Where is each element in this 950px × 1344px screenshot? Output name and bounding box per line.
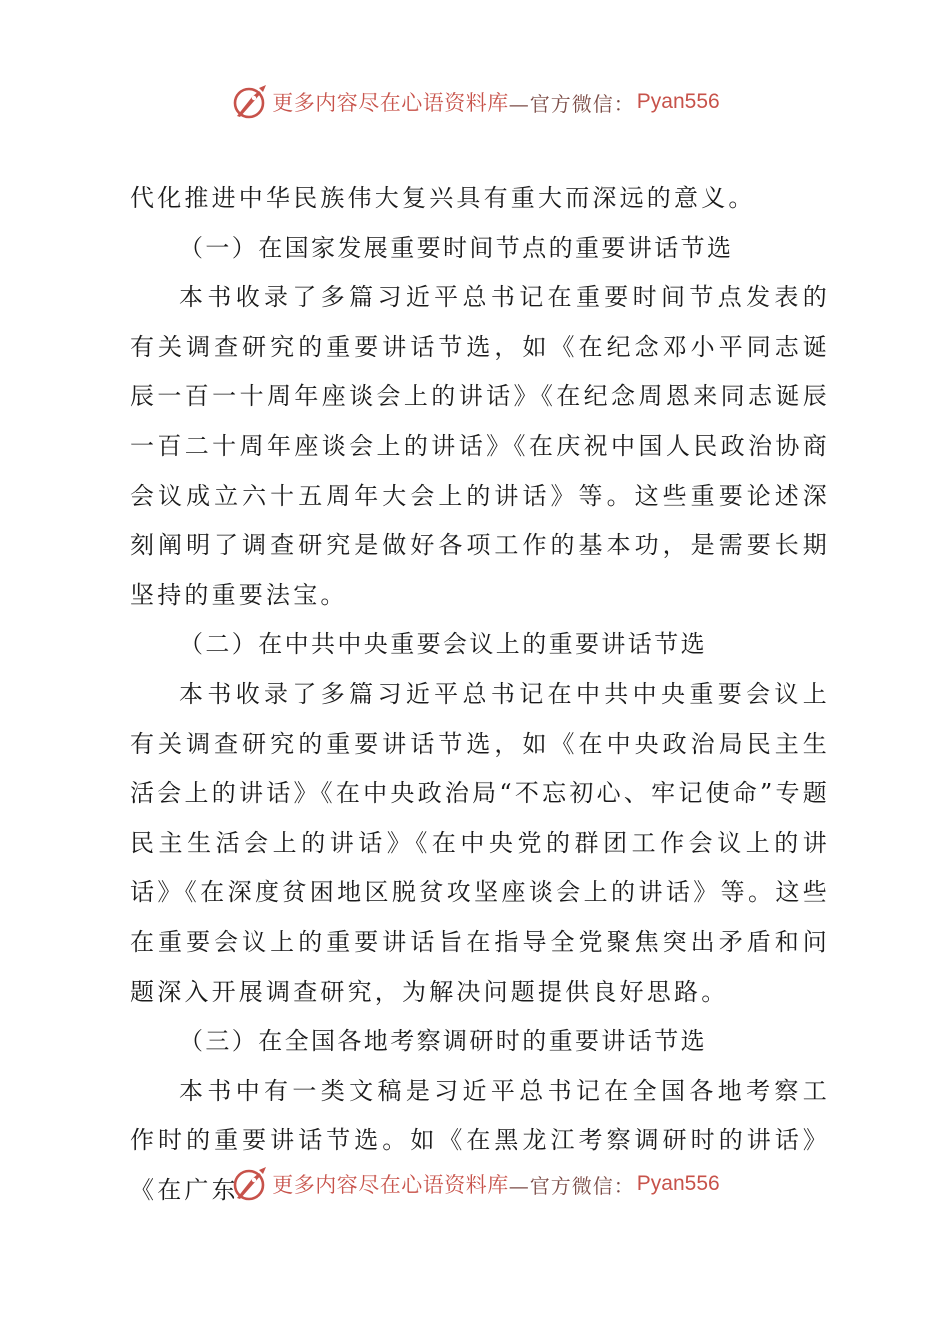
pen-nib-logo-icon <box>230 82 270 122</box>
paragraph-continuation: 代化推进中华民族伟大复兴具有重大而深远的意义。 <box>130 184 756 212</box>
watermark-label: —官方微信： <box>508 1173 635 1198</box>
watermark-label: —官方微信： <box>508 91 635 116</box>
document-body <box>130 174 830 1215</box>
header-watermark <box>0 80 950 124</box>
watermark-title: 更多内容尽在心语资料库 <box>272 1173 509 1197</box>
paragraph-2: 本书收录了多篇习近平总书记在中共中央重要会议上有关调查研究的重要讲话节选，如《在中央政治局民主生活会上的讲话》《在中央政治局“不忘初心、牢记使命”专题民主生活会上的讲话》《在中央党的群团工作会议上的讲话》《在深度贫困地区脱贫攻坚座谈会上的讲话》等。这些在重要会议上的重要讲话旨在指导全党聚焦突出矛盾和问题深入开展调查研究，为解决问题提供良好思路。 <box>130 679 830 1006</box>
watermark-wechat-id: Pyan556 <box>636 1172 720 1195</box>
watermark-title: 更多内容尽在心语资料库 <box>272 91 509 115</box>
section-heading-2: （二）在中共中央重要会议上的重要讲话节选 <box>179 630 707 659</box>
paragraph-3: 本书中有一类文稿是习近平总书记在全国各地考察工作时的重要讲话节选。如《在黑龙江考察调研时的讲话》《在广东 <box>130 1076 830 1204</box>
footer-watermark <box>0 1162 950 1206</box>
watermark-wechat-id: Pyan556 <box>636 90 720 113</box>
pen-nib-logo-icon <box>230 1164 270 1204</box>
section-heading-1: （一）在国家发展重要时间节点的重要讲话节选 <box>179 233 734 262</box>
paragraph-1: 本书收录了多篇习近平总书记在重要时间节点发表的有关调查研究的重要讲话节选，如《在纪念邓小平同志诞辰一百一十周年座谈会上的讲话》《在纪念周恩来同志诞辰一百二十周年座谈会上的讲话》《在庆祝中国人民政治协商会议成立六十五周年大会上的讲话》等。这些重要论述深刻阐明了调查研究是做好各项工作的基本功，是需要长期坚持的重要法宝。 <box>130 283 830 609</box>
section-heading-3: （三）在全国各地考察调研时的重要讲话节选 <box>179 1027 707 1056</box>
